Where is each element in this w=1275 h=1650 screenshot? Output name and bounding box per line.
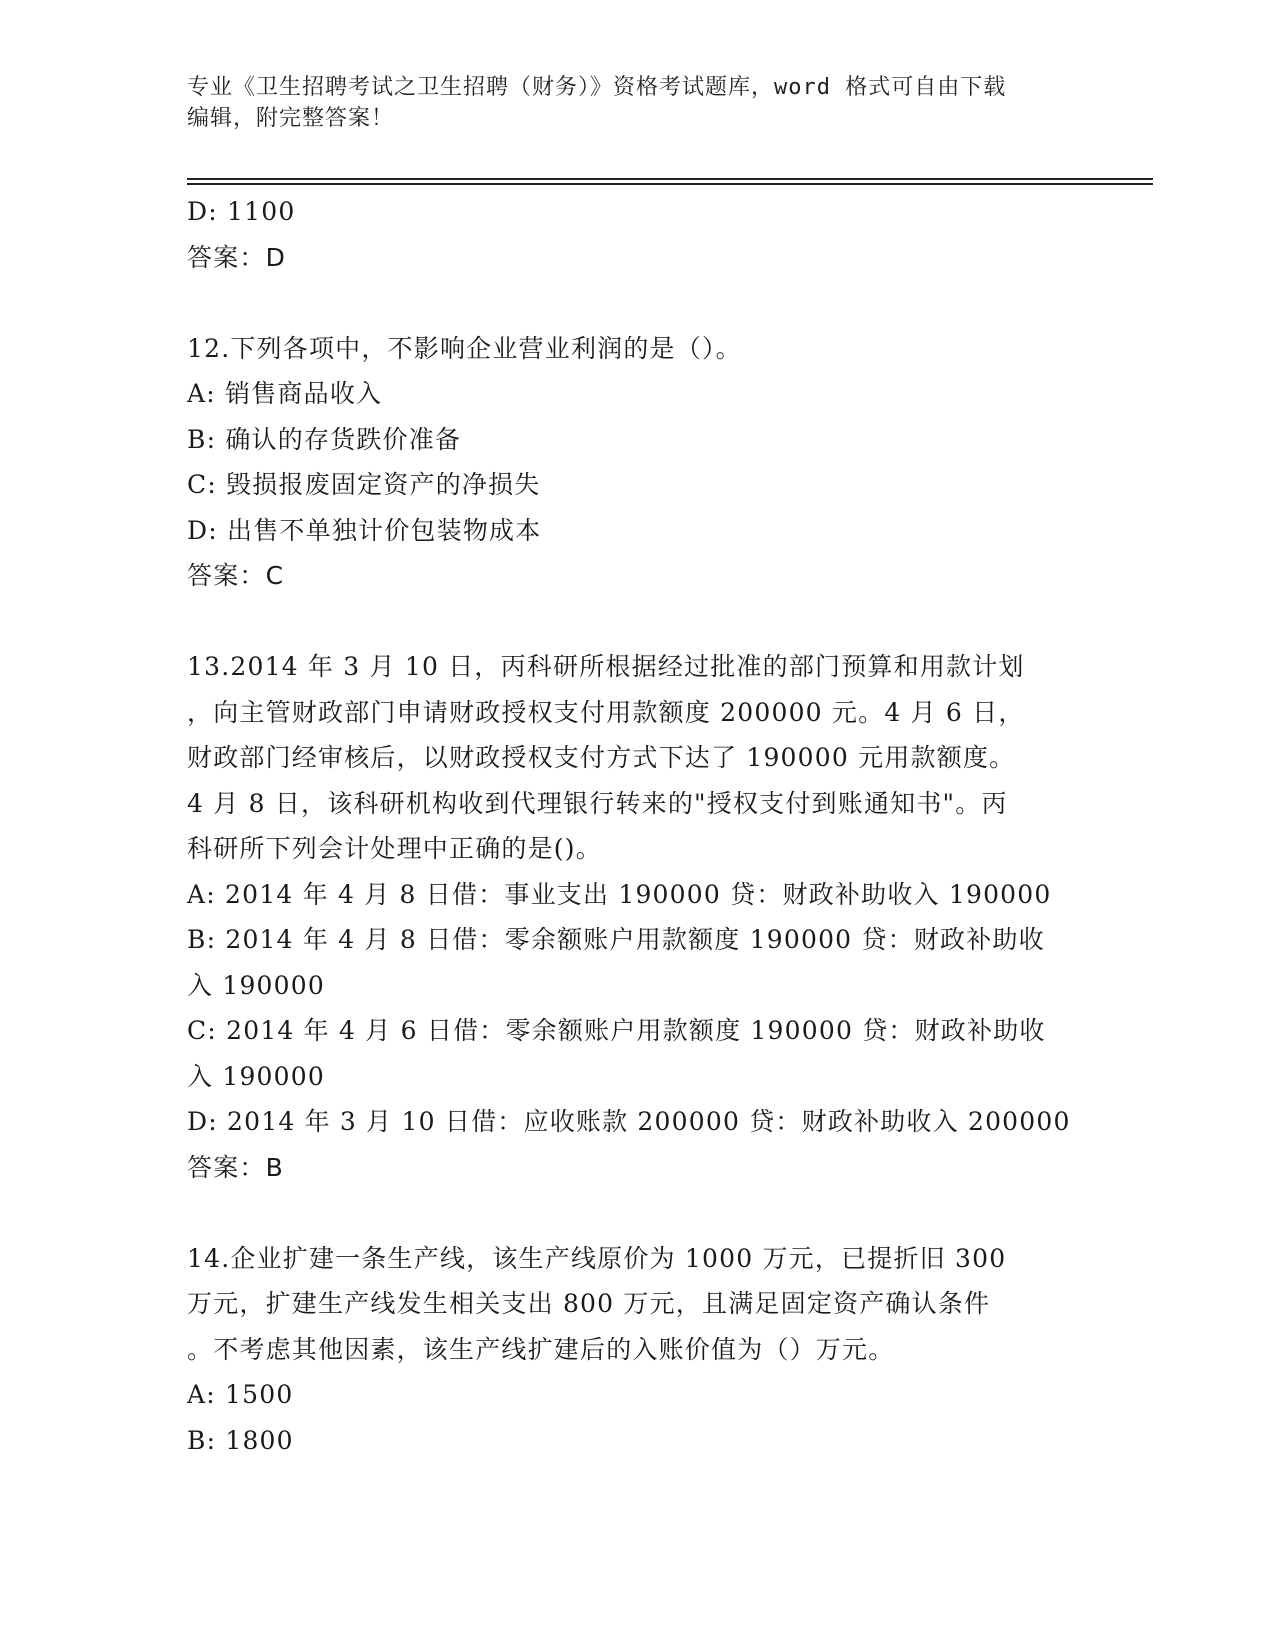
question-stem: 12.下列各项中，不影响企业营业利润的是（）。 [187, 333, 742, 363]
option-c-line-2: 入 190000 [187, 1061, 325, 1091]
previous-question-tail [187, 189, 1087, 280]
option-b: B: 1800 [187, 1425, 294, 1455]
spacer [187, 1190, 1087, 1236]
header-line-2: 编辑，附完整答案！ [187, 106, 395, 131]
question-stem-line-2: 万元，扩建生产线发生相关支出 800 万元，且满足固定资产确认条件 [187, 1289, 991, 1318]
option-b: B: 确认的存货跌价准备 [187, 424, 462, 454]
header-divider-bottom [187, 183, 1153, 185]
option-a: A: 1500 [187, 1380, 294, 1409]
question-stem-line-5: 科研所下列会计处理中正确的是()。 [187, 834, 602, 863]
option-c-line-1: C: 2014 年 4 月 6 日借：零余额账户用款额度 190000 贷：财政补助收 [187, 1016, 1046, 1045]
question-stem-line-4: 4 月 8 日，该科研机构收到代理银行转来的"授权支付到账通知书"。丙 [187, 788, 1008, 818]
answer-line: 答案：D [187, 242, 287, 272]
question-stem-line-3: 财政部门经审核后，以财政授权支付方式下达了 190000 元用款额度。 [187, 743, 1016, 772]
header-divider-top [187, 178, 1153, 180]
option-d: D: 2014 年 3 月 10 日借：应收账款 200000 贷：财政补助收入 200000 [187, 1107, 1071, 1136]
option-a: A: 销售商品收入 [187, 379, 383, 408]
question-stem-line-2: ，向主管财政部门申请财政授权支付用款额度 200000 元。4 月 6 日， [187, 697, 1025, 727]
question-stem-line-1: 14.企业扩建一条生产线，该生产线原价为 1000 万元，已提折旧 300 [187, 1243, 1007, 1273]
option-d: D: 出售不单独计价包装物成本 [187, 515, 542, 545]
option-c: C: 毁损报废固定资产的净损失 [187, 470, 541, 499]
question-stem-line-1: 13.2014 年 3 月 10 日，丙科研所根据经过批准的部门预算和用款计划 [187, 652, 1025, 681]
answer-line: 答案：B [187, 1152, 284, 1182]
question-stem-line-3: 。不考虑其他因素，该生产线扩建后的入账价值为（）万元。 [187, 1334, 895, 1364]
option-b-line-2: 入 190000 [187, 970, 325, 1000]
spacer [187, 599, 1087, 645]
option-b-line-1: B: 2014 年 4 月 8 日借：零余额账户用款额度 190000 贷：财政补助收 [187, 925, 1045, 954]
spacer [187, 280, 1087, 326]
option-a: A: 2014 年 4 月 8 日借：事业支出 190000 贷：财政补助收入 190000 [187, 879, 1052, 909]
question-13 [187, 644, 1087, 1190]
header-line-1: 专业《卫生招聘考试之卫生招聘（财务）》资格考试题库，word 格式可自由下载 [187, 75, 1007, 100]
question-14 [187, 1236, 1087, 1464]
question-12 [187, 326, 1087, 599]
option-d: D: 1100 [187, 197, 296, 226]
page-header [187, 72, 1067, 134]
answer-line: 答案：C [187, 561, 285, 590]
question-list [187, 189, 1087, 1463]
